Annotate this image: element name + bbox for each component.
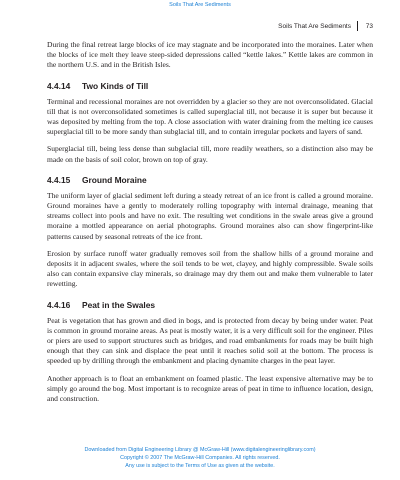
- page-body: [47, 40, 373, 411]
- section-title: Ground Moraine: [82, 174, 147, 185]
- paragraph: Terminal and recessional moraines are not overridden by a glacier so they are not overconsolidated. Glacial till that is not overconsolidated sometimes is called superglacial till, not because it is super but because it was deposited by melting from the top. A close association with water draining from the melting ice causes superglacial till to be more sandy than subglacial till, and to contain irregular pockets and layers of sand.: [47, 96, 373, 137]
- paragraph: Peat is vegetation that has grown and died in bogs, and is protected from decay by being under water. Peat is common in ground moraine areas. As peat is mostly water, it is a very difficult soil for the engineer. Piles or piers are used to support structures such as bridges, and road embankments for roads may be built high enough that they can sink and displace the peat until it reaches solid soil at the bottom. The process is speeded up by drilling through the embankment and placing dynamite charges in the peat layer.: [47, 315, 373, 366]
- running-head-divider: [357, 21, 358, 31]
- running-head-title: Soils That Are Sediments: [278, 23, 351, 30]
- top-banner-link[interactable]: Soils That Are Sediments: [169, 2, 231, 8]
- section-heading-peat-in-the-swales: [47, 300, 373, 310]
- paragraph: Another approach is to float an embankment on foamed plastic. The least expensive alternative may be to simply go around the bog. Most important is to recognize areas of peat in time to influence location, design, and construction.: [47, 373, 373, 404]
- section-heading-two-kinds-of-till: [47, 81, 373, 91]
- running-head: [47, 23, 373, 33]
- footer: [0, 447, 400, 470]
- section-number: 4.4.15: [47, 174, 71, 185]
- section-title: Two Kinds of Till: [82, 80, 149, 91]
- section-number: 4.4.14: [47, 80, 71, 91]
- footer-download-link[interactable]: Downloaded from Digital Engineering Library @ McGraw-Hill (www.digitalengineeringlibrary.com): [84, 447, 316, 453]
- section-title: Peat in the Swales: [82, 299, 156, 310]
- section-number: 4.4.16: [47, 299, 71, 310]
- intro-paragraph: During the final retreat large blocks of ice may stagnate and be incorporated into the moraines. Later when the blocks of ice melt they leave steep-sided depressions called “kettle lakes.” Kettle lakes are common in the northern U.S. and in the British Isles.: [47, 40, 373, 70]
- section-heading-ground-moraine: [47, 175, 373, 185]
- footer-copyright: Copyright © 2007 The McGraw-Hill Companies. All rights reserved.: [120, 454, 280, 461]
- paragraph: Erosion by surface runoff water gradually removes soil from the shallow hills of a ground moraine and deposits it in adjacent swales, where the soil tends to be wet, clayey, and highly compressible. Swale soils also can contain expansive clay minerals, so drainage may dry them out and make them vulnerable to later rewetting.: [47, 248, 373, 289]
- page-number: 73: [365, 23, 373, 30]
- paragraph: Superglacial till, being less dense than subglacial till, more readily weathers, so a distinction also may be made on the basis of soil color, brown on top of gray.: [47, 144, 373, 164]
- paragraph: The uniform layer of glacial sediment left during a steady retreat of an ice front is called a ground moraine. Ground moraines have a gently to moderately rolling topography with internal drainage, meaning that streams collect into pools and have no exit. The resulting wet conditions in the swale areas give a ground moraine a mottled appearance on aerial photographs. Ground moraines also can show fingerprint-like patterns caused by seasonal retreats of the ice front.: [47, 190, 373, 241]
- footer-terms-link[interactable]: Any use is subject to the Terms of Use as given at the website.: [125, 462, 275, 469]
